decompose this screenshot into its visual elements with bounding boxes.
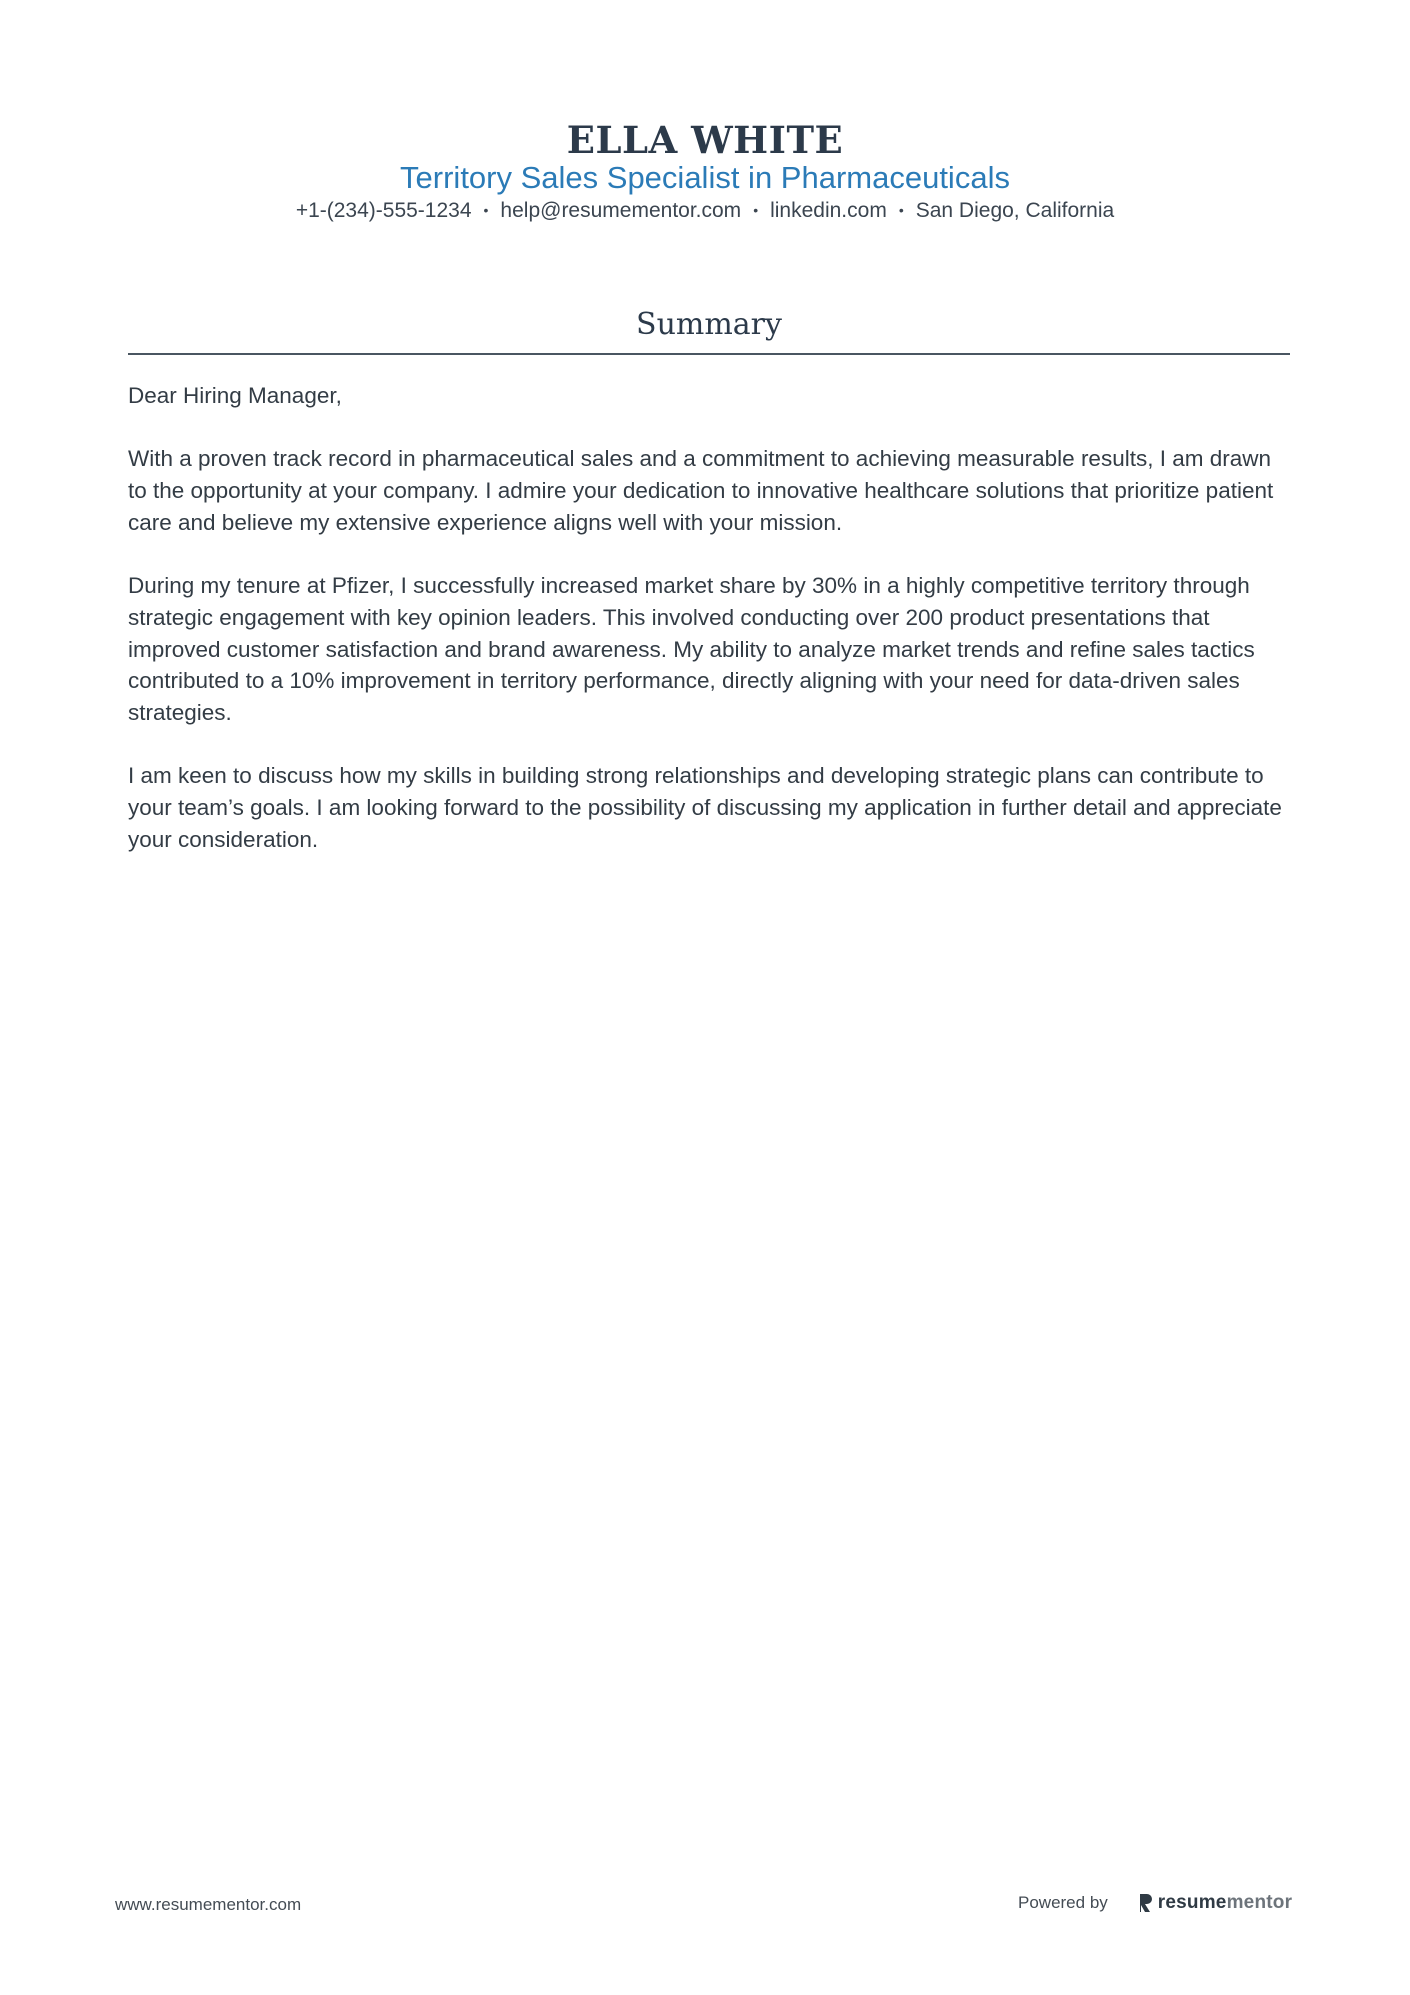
contact-phone: +1-(234)-555-1234 — [295, 199, 472, 222]
footer-website-link[interactable]: www.resumementor.com — [115, 1895, 302, 1914]
separator-dot: • — [753, 202, 759, 218]
letter-salutation: Dear Hiring Manager, — [128, 383, 342, 408]
letter-paragraph: During my tenure at Pfizer, I successfully increased market share by 30% in a highly competitive territory through strategic engagement with key opinion leaders. This involved conducting over 200 product presentations that improved customer satisfaction and brand awareness. My ability to analyze market trends and refine sales tactics contributed to a 10% improvement in territory performance, directly aligning with your need for data-driven sales strategies. — [128, 573, 1255, 725]
contact-location: San Diego, California — [915, 199, 1115, 222]
contact-linkedin[interactable]: linkedin.com — [770, 199, 887, 222]
letter-paragraph: I am keen to discuss how my skills in building strong relationships and developing strategic plans can contribute to your team’s goals. I am looking forward to the possibility of discussing my application in further detail and appreciate your consideration. — [128, 763, 1282, 852]
letter-body — [128, 380, 1290, 887]
letter-paragraph: With a proven track record in pharmaceutical sales and a commitment to achieving measurable results, I am drawn to the opportunity at your company. I admire your dedication to innovative healthcare solutions that prioritize patient care and believe my extensive experience aligns well with your mission. — [128, 446, 1274, 535]
resumementor-logo[interactable] — [1138, 1892, 1292, 1914]
contact-email[interactable]: help@resumementor.com — [500, 199, 742, 222]
separator-dot: • — [898, 202, 904, 218]
section-divider — [128, 353, 1290, 355]
powered-by-label: Powered by — [1018, 1893, 1108, 1912]
logo-text-resume: resume — [1157, 1892, 1227, 1913]
candidate-name: ELLA WHITE — [566, 118, 844, 162]
contact-line — [0, 197, 1410, 226]
section-heading-summary: Summary — [636, 307, 782, 342]
separator-dot: • — [483, 202, 489, 218]
resumementor-logo-icon — [1138, 1893, 1154, 1913]
logo-text-mentor: mentor — [1226, 1892, 1293, 1913]
footer-branding — [1018, 1891, 1292, 1915]
job-title: Territory Sales Specialist in Pharmaceuticals — [400, 160, 1010, 195]
